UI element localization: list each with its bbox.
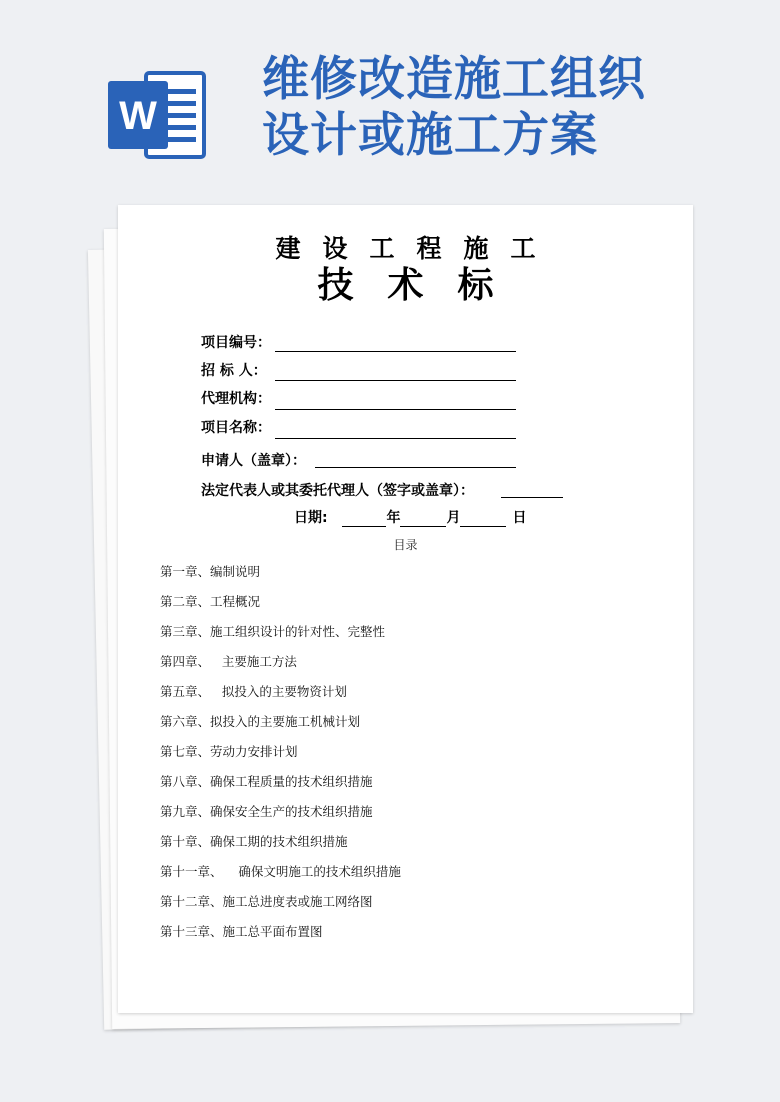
field-line	[275, 351, 516, 352]
toc-item: 第十二章、施工总进度表或施工网络图	[160, 894, 373, 909]
date-year-label: 年	[386, 510, 401, 526]
field-label: 代理机构：	[201, 391, 271, 407]
toc-item: 第一章、编制说明	[160, 564, 261, 579]
field-project-name	[201, 417, 271, 437]
field-line	[275, 380, 516, 381]
toc-item: 第九章、确保安全生产的技术组织措施	[160, 804, 373, 819]
document-page	[118, 205, 693, 1013]
word-document-icon	[108, 67, 208, 163]
date-day-blank	[460, 512, 506, 527]
toc-item: 第八章、确保工程质量的技术组织措施	[160, 774, 373, 789]
banner-title-line-1: 维修改造施工组织	[262, 52, 646, 107]
toc-item: 第十章、确保工期的技术组织措施	[160, 834, 348, 849]
toc-item: 第十三章、施工总平面布置图	[160, 924, 323, 939]
date-day-label: 日	[512, 510, 527, 526]
toc-item: 第七章、劳动力安排计划	[160, 744, 298, 759]
toc-title: 目录	[393, 538, 418, 552]
date-row	[294, 507, 526, 527]
field-label: 法定代表人或其委托代理人（签字或盖章）：	[201, 483, 474, 499]
date-month-label: 月	[446, 510, 461, 526]
date-year-blank	[342, 512, 386, 527]
table-of-contents	[160, 563, 401, 953]
document-title-line-2: 技术标	[317, 264, 528, 306]
field-label: 项目编号：	[201, 335, 271, 351]
field-line	[315, 467, 516, 468]
field-project-number	[201, 332, 271, 352]
field-line	[275, 438, 516, 439]
toc-item: 第十一章、 确保文明施工的技术组织措施	[160, 864, 401, 879]
field-line	[275, 409, 516, 410]
field-agency	[201, 388, 271, 408]
toc-item: 第四章、 主要施工方法	[160, 654, 297, 669]
field-tenderer	[201, 360, 267, 380]
banner-title-line-2: 设计或施工方案	[262, 108, 598, 163]
toc-item: 第六章、拟投入的主要施工机械计划	[160, 714, 361, 729]
date-month-blank	[400, 512, 446, 527]
field-applicant	[201, 450, 306, 470]
toc-item: 第三章、施工组织设计的针对性、完整性	[160, 624, 386, 639]
field-line	[501, 497, 563, 498]
field-label: 申请人（盖章）：	[201, 453, 306, 469]
document-title-line-1: 建设工程施工	[275, 234, 558, 263]
toc-item: 第五章、 拟投入的主要物资计划	[160, 684, 347, 699]
logo-letter: W	[119, 94, 157, 138]
field-legal-representative	[201, 480, 474, 500]
date-label: 日期:	[294, 510, 328, 526]
field-label: 项目名称：	[201, 420, 271, 436]
field-label: 招 标 人：	[201, 363, 267, 379]
banner-title	[262, 52, 762, 164]
toc-item: 第二章、工程概况	[160, 594, 261, 609]
